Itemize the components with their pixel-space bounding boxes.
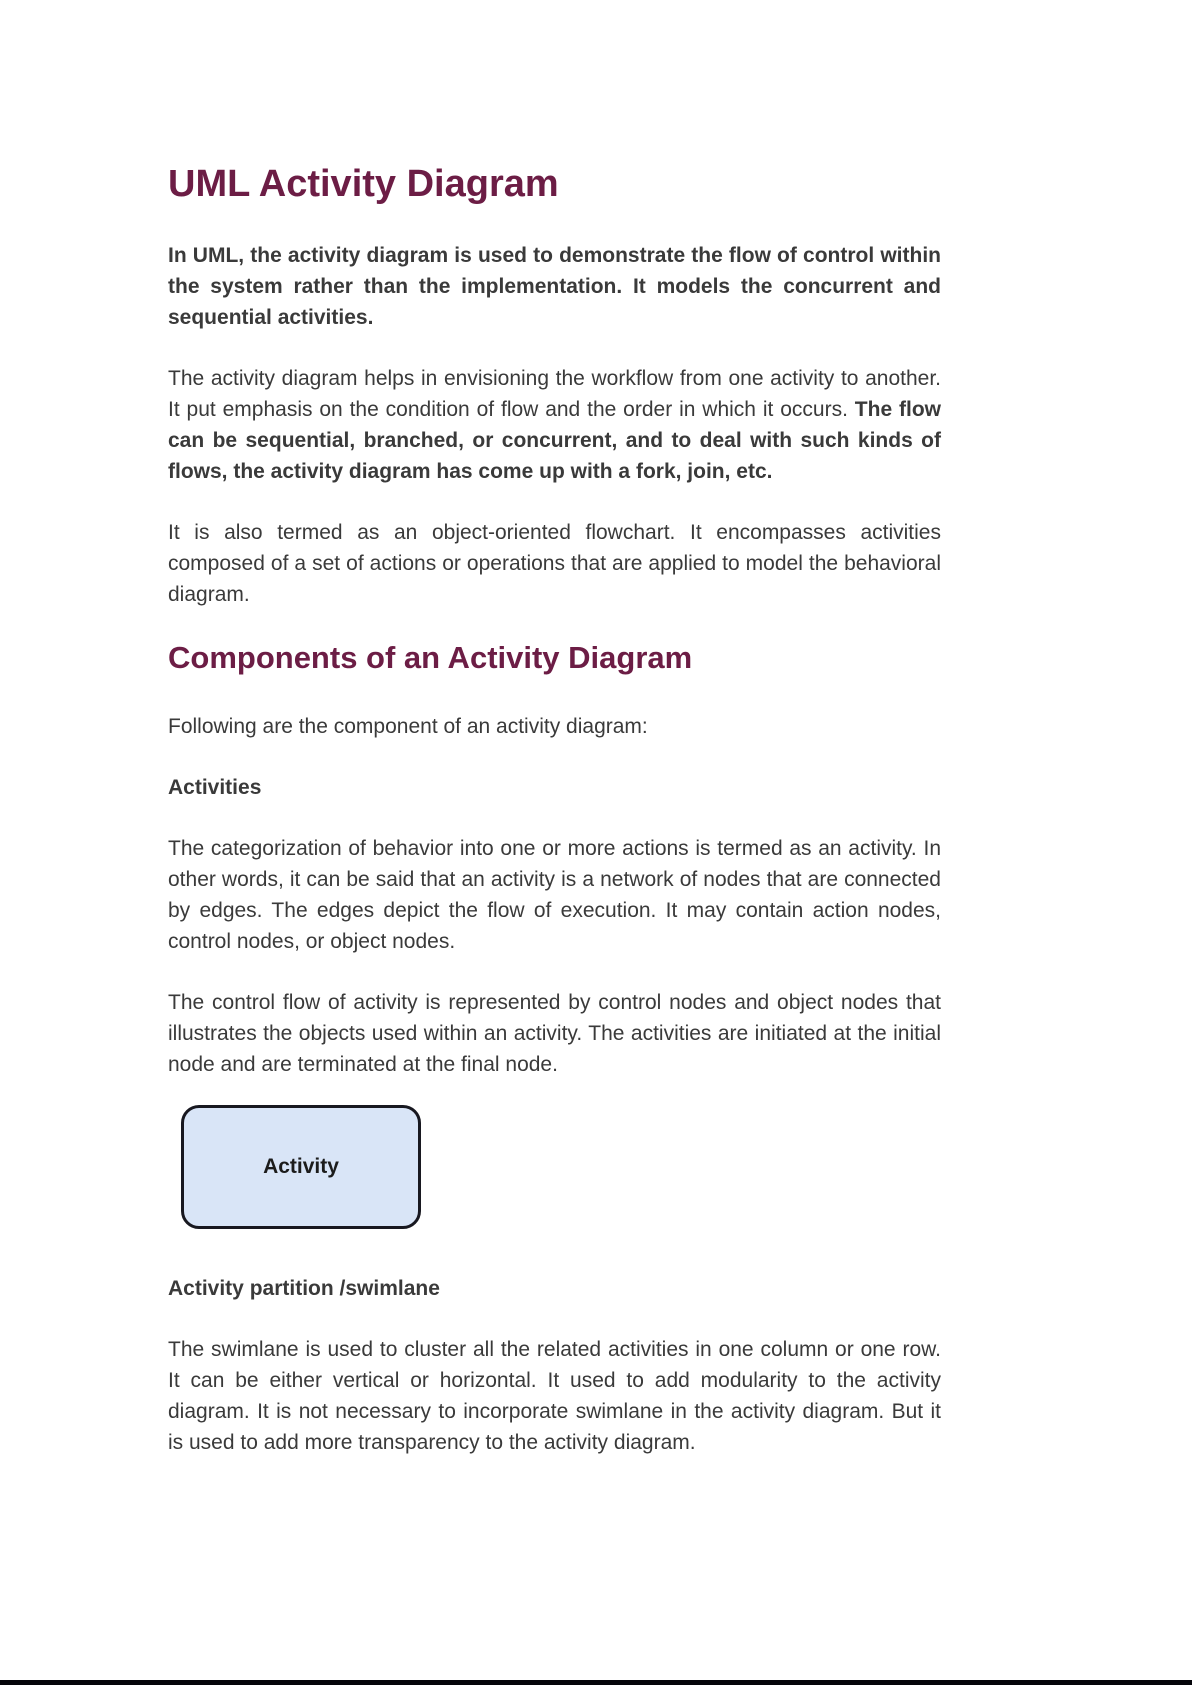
intro-paragraph: In UML, the activity diagram is used to demonstrate the flow of control within the system rather than the implementation. It models the concurrent and sequential activities. [168,243,941,329]
flow-paragraph [168,363,941,487]
activity-node-figure [181,1105,421,1229]
activities-paragraph-2: The control flow of activity is represented by control nodes and object nodes that illustrates the objects used within an activity. The activities are initiated at the initial node and are terminated at the final node. [168,991,941,1077]
activities-subheading: Activities [168,776,262,800]
components-lead-paragraph: Following are the component of an activity diagram: [168,715,648,739]
page-title: UML Activity Diagram [168,163,559,205]
activities-paragraph-1: The categorization of behavior into one or more actions is termed as an activity. In other words, it can be said that an activity is a network of nodes that are connected by edges. The edges depict the flow of execution. It may contain action nodes, control nodes, or object nodes. [168,837,941,954]
swimlane-paragraph: The swimlane is used to cluster all the related activities in one column or one row. It can be either vertical or horizontal. It used to add modularity to the activity diagram. It is not necessary to incorporate swimlane in the activity diagram. But it is used to add more transparency to the activity diagram. [168,1338,941,1455]
activity-node-label: Activity [263,1155,339,1179]
page-bottom-bar [0,1680,1192,1685]
components-section-heading: Components of an Activity Diagram [168,639,693,675]
swimlane-subheading: Activity partition /swimlane [168,1277,440,1301]
flowchart-paragraph: It is also termed as an object-oriented flowchart. It encompasses activities composed of a set of actions or operations that are applied to model the behavioral diagram. [168,520,941,606]
flow-paragraph-normal-text: The activity diagram helps in envisioning the workflow from one activity to another. It put emphasis on the condition of flow and the order in which it occurs. [168,366,941,421]
page-content [168,163,941,1488]
flow-paragraph-bold-text: The flow can be sequential, branched, or concurrent, and to deal with such kinds of flows, the activity diagram has come up with a fork, join, etc. [168,397,941,483]
